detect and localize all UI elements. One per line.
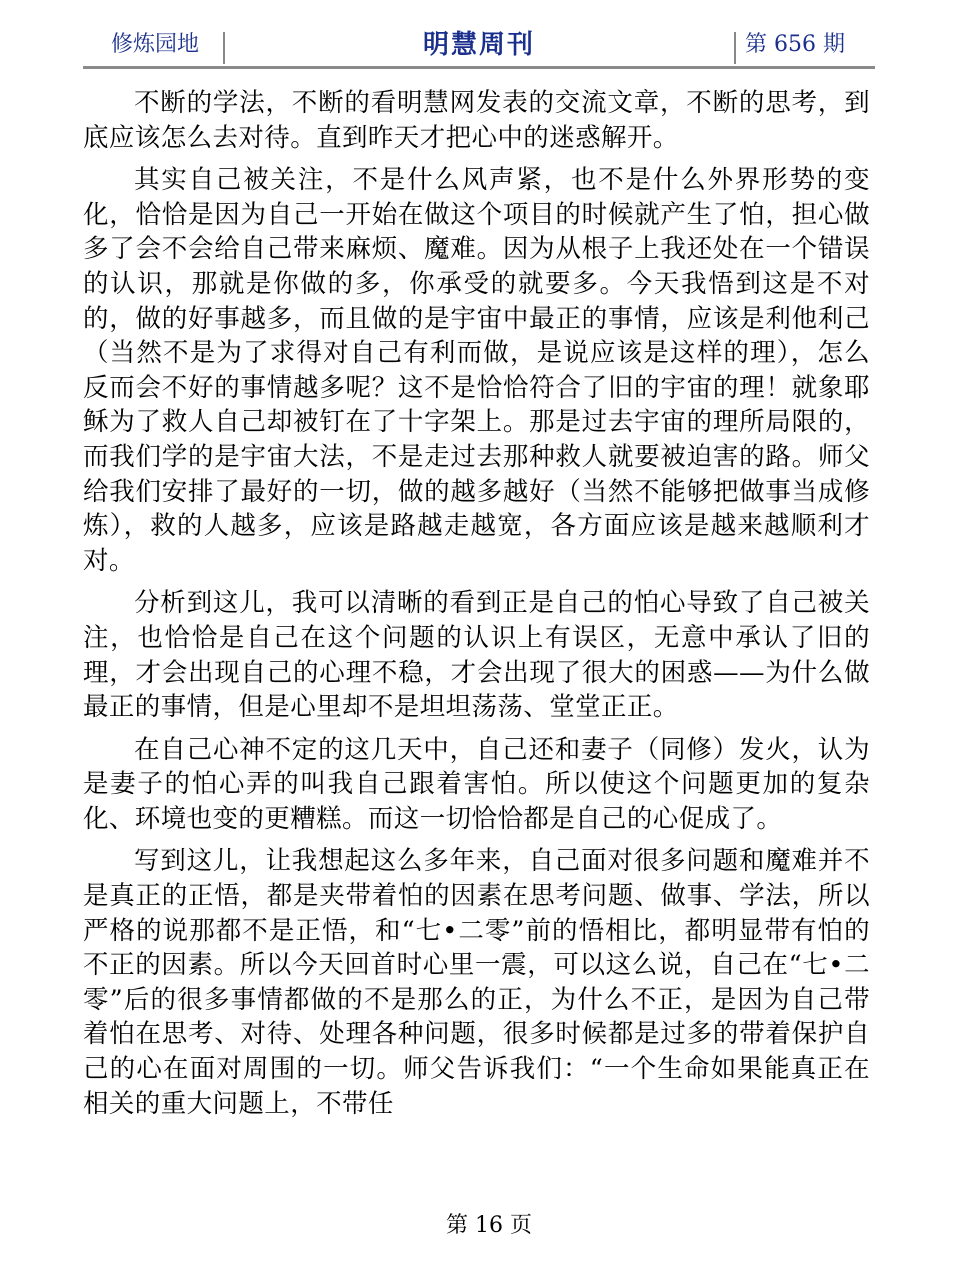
publication-title: 明慧周刊 (422, 30, 535, 60)
page-number: 第 16 页 (446, 1213, 532, 1238)
header-divider-right (734, 32, 736, 64)
article-body (83, 86, 870, 1129)
paragraph: 在自己心神不定的这几天中，自己还和妻子（同修）发火，认为是妻子的怕心弄的叫我自己跟着害怕。所以使这个问题更加的复杂化、环境也变的更糟糕。而这一切恰恰都是自己的心促成了。 (83, 734, 870, 834)
paragraph: 不断的学法，不断的看明慧网发表的交流文章，不断的思考，到底应该怎么去对待。直到昨天才把心中的迷惑解开。 (83, 88, 870, 153)
paragraph: 分析到这儿，我可以清晰的看到正是自己的怕心导致了自己被关注，也恰恰是自己在这个问题的认识上有误区，无意中承认了旧的理，才会出现自己的心理不稳，才会出现了很大的困惑——为什么做最正的事情，但是心里却不是坦坦荡荡、堂堂正正。 (83, 588, 870, 723)
section-name: 修炼园地 (111, 32, 200, 57)
paragraph: 写到这儿，让我想起这么多年来，自己面对很多问题和魔难并不是真正的正悟，都是夹带着怕的因素在思考问题、做事、学法，所以严格的说那都不是正悟，和“七•二零”前的悟相比，都明显带有怕的不正的因素。所以今天回首时心里一震，可以这么说，自己在“七•二零”后的很多事情都做的不是那么的正，为什么不正，是因为自己带着怕在思考、对待、处理各种问题，很多时候都是过多的带着保护自己的心在面对周围的一切。师父告诉我们：“一个生命如果能真正在相关的重大问题上，不带任 (83, 846, 870, 1119)
paragraph: 其实自己被关注，不是什么风声紧，也不是什么外界形势的变化，恰恰是因为自己一开始在做这个项目的时候就产生了怕，担心做多了会不会给自己带来麻烦、魔难。因为从根子上我还处在一个错误的认识，那就是你做的多，你承受的就要多。今天我悟到这是不对的，做的好事越多，而且做的是宇宙中最正的事情，应该是利他利己（当然不是为了求得对自己有利而做，是说应该是这样的理），怎么反而会不好的事情越多呢？这不是恰恰符合了旧的宇宙的理！就象耶稣为了救人自己却被钉在了十字架上。那是过去宇宙的理所局限的，而我们学的是宇宙大法，不是走过去那种救人就要被迫害的路。师父给我们安排了最好的一切，做的越多越好（当然不能够把做事当成修炼），救的人越多，应该是路越走越宽，各方面应该是越来越顺利才对。 (83, 165, 870, 576)
header-rule (83, 66, 875, 69)
page-header (83, 28, 875, 68)
issue-number: 第 656 期 (745, 32, 845, 57)
